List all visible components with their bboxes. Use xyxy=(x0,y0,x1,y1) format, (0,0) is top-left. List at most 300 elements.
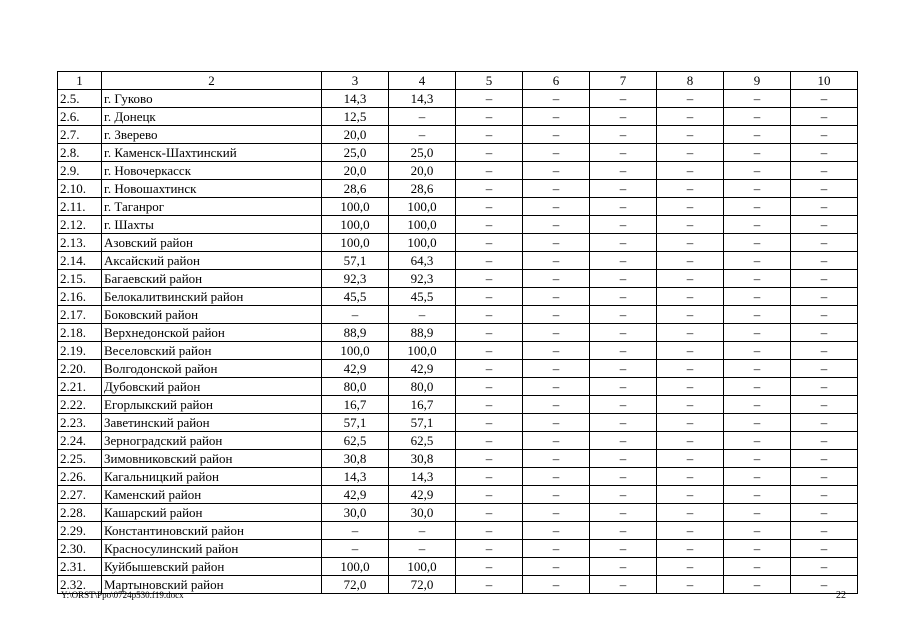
table-cell: 30,0 xyxy=(389,504,456,522)
table-cell: 16,7 xyxy=(389,396,456,414)
table-cell: – xyxy=(791,576,858,594)
table-cell: – xyxy=(657,270,724,288)
table-cell: 100,0 xyxy=(322,216,389,234)
table-cell: – xyxy=(523,360,590,378)
table-cell: – xyxy=(657,414,724,432)
table-cell: – xyxy=(523,198,590,216)
table-cell: – xyxy=(724,540,791,558)
row-number: 2.23. xyxy=(58,414,102,432)
table-cell: 30,0 xyxy=(322,504,389,522)
table-cell: 100,0 xyxy=(389,558,456,576)
column-header: 7 xyxy=(590,72,657,90)
table-cell: – xyxy=(657,90,724,108)
table-cell: – xyxy=(724,288,791,306)
row-name: Дубовский район xyxy=(102,378,322,396)
table-row xyxy=(58,504,858,522)
table-cell: – xyxy=(523,216,590,234)
table-cell: – xyxy=(791,378,858,396)
table-cell: – xyxy=(724,126,791,144)
table-cell: 14,3 xyxy=(389,468,456,486)
table-cell: – xyxy=(724,234,791,252)
row-name: г. Донецк xyxy=(102,108,322,126)
table-cell: – xyxy=(322,522,389,540)
table-cell: – xyxy=(724,180,791,198)
page-number: 22 xyxy=(836,590,846,601)
table-cell: 14,3 xyxy=(389,90,456,108)
table-row xyxy=(58,360,858,378)
column-header: 4 xyxy=(389,72,456,90)
table-cell: – xyxy=(456,216,523,234)
table-cell: – xyxy=(590,540,657,558)
table-cell: – xyxy=(657,540,724,558)
header-row xyxy=(58,72,858,90)
table-cell: – xyxy=(791,180,858,198)
table-row xyxy=(58,450,858,468)
table-row xyxy=(58,342,858,360)
row-number: 2.30. xyxy=(58,540,102,558)
table-cell: – xyxy=(657,324,724,342)
table-cell: 62,5 xyxy=(389,432,456,450)
table-cell: – xyxy=(523,576,590,594)
table-cell: – xyxy=(724,468,791,486)
table-cell: – xyxy=(657,252,724,270)
table-row xyxy=(58,126,858,144)
table-cell: – xyxy=(590,432,657,450)
table-cell: 25,0 xyxy=(322,144,389,162)
table-cell: – xyxy=(523,540,590,558)
table-cell: – xyxy=(724,360,791,378)
table-cell: – xyxy=(791,558,858,576)
row-number: 2.5. xyxy=(58,90,102,108)
row-number: 2.27. xyxy=(58,486,102,504)
table-cell: – xyxy=(456,324,523,342)
table-cell: 92,3 xyxy=(389,270,456,288)
table-cell: – xyxy=(657,342,724,360)
table-row xyxy=(58,522,858,540)
row-number: 2.9. xyxy=(58,162,102,180)
row-number: 2.21. xyxy=(58,378,102,396)
table-cell: – xyxy=(724,558,791,576)
table-cell: – xyxy=(590,270,657,288)
table-cell: – xyxy=(724,342,791,360)
table-row xyxy=(58,198,858,216)
table-cell: – xyxy=(724,486,791,504)
table-cell: – xyxy=(791,324,858,342)
table-cell: – xyxy=(456,450,523,468)
table-cell: 45,5 xyxy=(322,288,389,306)
table-cell: – xyxy=(523,180,590,198)
table-row xyxy=(58,468,858,486)
table-cell: – xyxy=(456,468,523,486)
table-cell: 64,3 xyxy=(389,252,456,270)
row-name: Азовский район xyxy=(102,234,322,252)
table-row xyxy=(58,540,858,558)
table-cell: – xyxy=(657,198,724,216)
table-cell: – xyxy=(590,306,657,324)
row-name: Заветинский район xyxy=(102,414,322,432)
table-cell: – xyxy=(791,252,858,270)
table-cell: – xyxy=(724,378,791,396)
table-cell: – xyxy=(724,198,791,216)
table-cell: – xyxy=(791,486,858,504)
table-cell: 45,5 xyxy=(389,288,456,306)
table-cell: 80,0 xyxy=(389,378,456,396)
table-cell: – xyxy=(724,252,791,270)
table-cell: 28,6 xyxy=(322,180,389,198)
table-cell: – xyxy=(523,450,590,468)
table-cell: 20,0 xyxy=(322,162,389,180)
table-cell: – xyxy=(724,432,791,450)
table-cell: – xyxy=(657,162,724,180)
table-cell: – xyxy=(657,306,724,324)
row-name: г. Шахты xyxy=(102,216,322,234)
table-cell: – xyxy=(791,144,858,162)
table-cell: – xyxy=(791,468,858,486)
table-cell: – xyxy=(791,288,858,306)
table-cell: – xyxy=(791,90,858,108)
table-cell: – xyxy=(523,378,590,396)
row-name: Мартыновский район xyxy=(102,576,322,594)
table-cell: – xyxy=(523,306,590,324)
table-cell: – xyxy=(657,468,724,486)
table-row xyxy=(58,144,858,162)
table-cell: – xyxy=(389,108,456,126)
data-table xyxy=(57,71,858,594)
table-row xyxy=(58,306,858,324)
table-cell: – xyxy=(456,288,523,306)
row-number: 2.31. xyxy=(58,558,102,576)
table-cell: – xyxy=(791,396,858,414)
column-header: 2 xyxy=(102,72,322,90)
row-name: Константиновский район xyxy=(102,522,322,540)
table-cell: – xyxy=(590,504,657,522)
table-cell: – xyxy=(724,576,791,594)
table-cell: – xyxy=(724,522,791,540)
row-number: 2.16. xyxy=(58,288,102,306)
table-cell: – xyxy=(523,90,590,108)
table-cell: – xyxy=(724,414,791,432)
table-row xyxy=(58,396,858,414)
table-cell: – xyxy=(523,270,590,288)
table-cell: – xyxy=(523,234,590,252)
row-name: Багаевский район xyxy=(102,270,322,288)
table-row xyxy=(58,432,858,450)
table-cell: – xyxy=(724,324,791,342)
table-cell: – xyxy=(523,468,590,486)
table-cell: – xyxy=(523,108,590,126)
table-cell: 42,9 xyxy=(322,486,389,504)
row-name: Веселовский район xyxy=(102,342,322,360)
table-cell: – xyxy=(590,522,657,540)
table-row xyxy=(58,486,858,504)
row-name: Каменский район xyxy=(102,486,322,504)
table-cell: – xyxy=(657,378,724,396)
table-cell: – xyxy=(456,108,523,126)
table-cell: – xyxy=(791,540,858,558)
table-cell: – xyxy=(456,576,523,594)
table-cell: – xyxy=(657,504,724,522)
table-cell: 62,5 xyxy=(322,432,389,450)
row-number: 2.26. xyxy=(58,468,102,486)
table-cell: – xyxy=(523,324,590,342)
table-cell: – xyxy=(456,504,523,522)
column-header: 9 xyxy=(724,72,791,90)
row-number: 2.14. xyxy=(58,252,102,270)
table-cell: – xyxy=(456,558,523,576)
table-cell: – xyxy=(791,234,858,252)
table-cell: 20,0 xyxy=(322,126,389,144)
table-cell: – xyxy=(590,414,657,432)
column-header: 3 xyxy=(322,72,389,90)
table-cell: – xyxy=(657,558,724,576)
table-cell: 100,0 xyxy=(322,558,389,576)
table-cell: – xyxy=(322,306,389,324)
table-cell: – xyxy=(590,252,657,270)
table-cell: – xyxy=(724,270,791,288)
table-cell: – xyxy=(724,450,791,468)
row-number: 2.17. xyxy=(58,306,102,324)
table-cell: – xyxy=(590,108,657,126)
table-cell: – xyxy=(523,342,590,360)
table-cell: – xyxy=(456,180,523,198)
table-cell: – xyxy=(590,234,657,252)
table-cell: – xyxy=(657,360,724,378)
table-cell: – xyxy=(791,432,858,450)
table-cell: – xyxy=(791,522,858,540)
table-cell: – xyxy=(791,414,858,432)
table-cell: – xyxy=(724,108,791,126)
table-cell: 42,9 xyxy=(389,486,456,504)
row-name: г. Новочеркасск xyxy=(102,162,322,180)
row-name: г. Таганрог xyxy=(102,198,322,216)
table-cell: – xyxy=(791,450,858,468)
table-cell: – xyxy=(590,324,657,342)
table-cell: – xyxy=(456,306,523,324)
table-cell: – xyxy=(791,306,858,324)
table-cell: – xyxy=(590,342,657,360)
table-cell: – xyxy=(791,108,858,126)
table-cell: – xyxy=(590,558,657,576)
table-cell: – xyxy=(523,504,590,522)
row-number: 2.20. xyxy=(58,360,102,378)
row-name: Кашарский район xyxy=(102,504,322,522)
table-row xyxy=(58,108,858,126)
table-row xyxy=(58,558,858,576)
row-number: 2.19. xyxy=(58,342,102,360)
table-cell: 72,0 xyxy=(389,576,456,594)
table-cell: – xyxy=(456,144,523,162)
table-cell: – xyxy=(791,126,858,144)
table-cell: – xyxy=(523,414,590,432)
table-cell: – xyxy=(456,270,523,288)
row-number: 2.8. xyxy=(58,144,102,162)
table-cell: – xyxy=(657,216,724,234)
table-cell: – xyxy=(657,144,724,162)
table-cell: 28,6 xyxy=(389,180,456,198)
row-number: 2.15. xyxy=(58,270,102,288)
table-cell: – xyxy=(657,180,724,198)
column-header: 10 xyxy=(791,72,858,90)
table-cell: – xyxy=(590,378,657,396)
table-cell: – xyxy=(657,450,724,468)
row-name: Красносулинский район xyxy=(102,540,322,558)
column-header: 1 xyxy=(58,72,102,90)
table-cell: 92,3 xyxy=(322,270,389,288)
table-row xyxy=(58,216,858,234)
table-cell: 14,3 xyxy=(322,90,389,108)
row-number: 2.24. xyxy=(58,432,102,450)
table-cell: – xyxy=(456,396,523,414)
row-number: 2.18. xyxy=(58,324,102,342)
table-cell: 12,5 xyxy=(322,108,389,126)
row-number: 2.6. xyxy=(58,108,102,126)
table-cell: – xyxy=(456,360,523,378)
table-row xyxy=(58,324,858,342)
table-cell: – xyxy=(456,126,523,144)
row-name: Боковский район xyxy=(102,306,322,324)
table-cell: 100,0 xyxy=(322,198,389,216)
row-number: 2.7. xyxy=(58,126,102,144)
table-cell: – xyxy=(724,90,791,108)
table-cell: – xyxy=(791,216,858,234)
table-cell: 57,1 xyxy=(322,414,389,432)
table-cell: – xyxy=(523,288,590,306)
table-cell: 57,1 xyxy=(389,414,456,432)
row-number: 2.29. xyxy=(58,522,102,540)
table-cell: 72,0 xyxy=(322,576,389,594)
table-row xyxy=(58,234,858,252)
row-number: 2.12. xyxy=(58,216,102,234)
table-cell: – xyxy=(724,162,791,180)
row-name: Куйбышевский район xyxy=(102,558,322,576)
table-cell: – xyxy=(724,216,791,234)
table-cell: 30,8 xyxy=(322,450,389,468)
row-number: 2.32. xyxy=(58,576,102,594)
table-cell: 100,0 xyxy=(389,342,456,360)
row-name: г. Зверево xyxy=(102,126,322,144)
table-cell: 42,9 xyxy=(389,360,456,378)
table-cell: 42,9 xyxy=(322,360,389,378)
table-cell: – xyxy=(590,126,657,144)
table-row xyxy=(58,90,858,108)
table-cell: – xyxy=(456,540,523,558)
table-row xyxy=(58,270,858,288)
table-cell: – xyxy=(590,450,657,468)
table-cell: – xyxy=(456,522,523,540)
table-cell: 100,0 xyxy=(322,342,389,360)
table-cell: – xyxy=(590,396,657,414)
table-cell: – xyxy=(456,342,523,360)
table-cell: 20,0 xyxy=(389,162,456,180)
table-cell: – xyxy=(523,252,590,270)
table-cell: – xyxy=(791,270,858,288)
table-cell: – xyxy=(456,486,523,504)
table-cell: – xyxy=(724,306,791,324)
row-name: Волгодонской район xyxy=(102,360,322,378)
row-number: 2.13. xyxy=(58,234,102,252)
table-cell: 30,8 xyxy=(389,450,456,468)
table-cell: – xyxy=(456,162,523,180)
table-cell: 57,1 xyxy=(322,252,389,270)
row-number: 2.28. xyxy=(58,504,102,522)
row-name: Аксайский район xyxy=(102,252,322,270)
table-row xyxy=(58,414,858,432)
table-cell: 16,7 xyxy=(322,396,389,414)
table-cell: – xyxy=(791,162,858,180)
row-name: г. Гуково xyxy=(102,90,322,108)
table-cell: – xyxy=(657,576,724,594)
row-number: 2.25. xyxy=(58,450,102,468)
table-cell: – xyxy=(590,180,657,198)
table-cell: – xyxy=(456,198,523,216)
table-cell: – xyxy=(791,342,858,360)
row-name: г. Каменск-Шахтинский xyxy=(102,144,322,162)
table-cell: – xyxy=(657,432,724,450)
table-cell: – xyxy=(590,486,657,504)
row-number: 2.10. xyxy=(58,180,102,198)
table-cell: 88,9 xyxy=(389,324,456,342)
table-cell: – xyxy=(590,216,657,234)
footer-file-path: Y:\ORST\Ppo\0724p530.f19.docx xyxy=(61,590,184,600)
table-cell: – xyxy=(456,432,523,450)
table-cell: – xyxy=(456,252,523,270)
table-cell: – xyxy=(389,522,456,540)
table-cell: – xyxy=(456,414,523,432)
table-cell: 25,0 xyxy=(389,144,456,162)
table-cell: – xyxy=(657,396,724,414)
table-cell: 100,0 xyxy=(322,234,389,252)
table-cell: – xyxy=(657,126,724,144)
row-number: 2.22. xyxy=(58,396,102,414)
table-cell: – xyxy=(523,126,590,144)
table-cell: – xyxy=(456,234,523,252)
column-header: 5 xyxy=(456,72,523,90)
row-number: 2.11. xyxy=(58,198,102,216)
table-row xyxy=(58,378,858,396)
table-cell: – xyxy=(523,522,590,540)
table-cell: 100,0 xyxy=(389,216,456,234)
row-name: Зерноградский район xyxy=(102,432,322,450)
table-cell: – xyxy=(590,360,657,378)
table-cell: – xyxy=(657,108,724,126)
table-row xyxy=(58,252,858,270)
table-cell: – xyxy=(523,432,590,450)
table-cell: – xyxy=(456,378,523,396)
table-cell: – xyxy=(791,198,858,216)
table-cell: – xyxy=(657,522,724,540)
table-cell: – xyxy=(523,162,590,180)
table-row xyxy=(58,162,858,180)
table-cell: – xyxy=(590,162,657,180)
table-cell: – xyxy=(590,144,657,162)
table-cell: 14,3 xyxy=(322,468,389,486)
table-cell: – xyxy=(590,90,657,108)
table-cell: – xyxy=(456,90,523,108)
row-name: Верхнедонской район xyxy=(102,324,322,342)
table-cell: – xyxy=(523,396,590,414)
table-cell: – xyxy=(523,144,590,162)
table-cell: – xyxy=(389,306,456,324)
table-cell: 88,9 xyxy=(322,324,389,342)
table-cell: – xyxy=(523,486,590,504)
table-cell: – xyxy=(389,540,456,558)
table-cell: – xyxy=(724,144,791,162)
table-cell: 100,0 xyxy=(389,234,456,252)
table-cell: – xyxy=(724,504,791,522)
table-cell: – xyxy=(389,126,456,144)
row-name: Егорлыкский район xyxy=(102,396,322,414)
table-cell: – xyxy=(322,540,389,558)
